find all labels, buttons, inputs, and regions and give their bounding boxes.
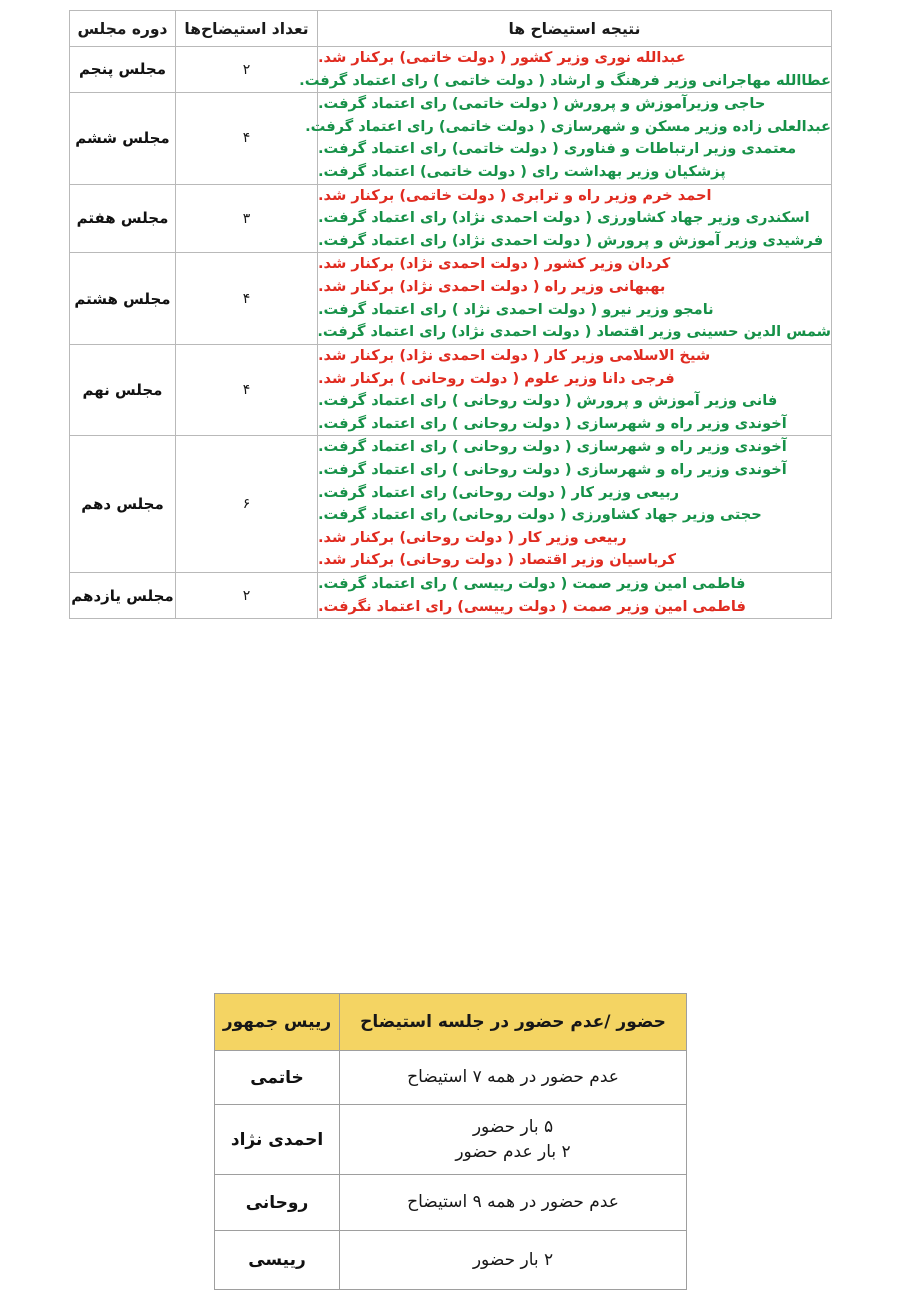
president-name-cell: رییسی (215, 1231, 340, 1290)
attendance-presence-cell (340, 1051, 687, 1105)
interpellation-result-line: ربیعی وزیر کار ( دولت روحانی) برکنار شد. (318, 528, 627, 546)
table-header-row (70, 11, 832, 47)
parliament-term-cell: مجلس دهم (70, 436, 176, 573)
column-header-count: تعداد استیضاح‌ها (176, 11, 318, 47)
attendance-presence-line: عدم حضور در همه ۹ استیضاح (407, 1192, 619, 1213)
parliament-term-cell: مجلس نهم (70, 344, 176, 435)
president-name-cell: خاتمی (215, 1051, 340, 1105)
column-header-presence: حضور /عدم حضور در جلسه استیضاح (340, 994, 687, 1051)
interpellation-result-line: فانی وزیر آموزش و پرورش ( دولت روحانی ) رای اعتماد گرفت. (318, 392, 778, 410)
attendance-presence-cell (340, 1231, 687, 1290)
interpellation-result-line: حاجی وزیرآموزش و پرورش ( دولت خاتمی) رای اعتماد گرفت. (318, 95, 766, 113)
parliament-term-cell: مجلس یازدهم (70, 573, 176, 619)
interpellation-count-cell: ۲ (176, 47, 318, 93)
interpellation-results-cell (305, 93, 832, 184)
interpellation-count-cell: ۳ (176, 184, 318, 253)
attendance-row (215, 1175, 687, 1231)
interpellation-result-line: آخوندی وزیر راه و شهرسازی ( دولت روحانی ) رای اعتماد گرفت. (318, 438, 787, 456)
attendance-header-row (215, 994, 687, 1051)
column-header-president: رییس جمهور (215, 994, 340, 1051)
interpellation-results-cell (318, 253, 832, 344)
interpellation-result-line: حجتی وزیر جهاد کشاورزی ( دولت روحانی) رای اعتماد گرفت. (318, 506, 762, 524)
attendance-table-body (215, 1051, 687, 1290)
attendance-table (214, 993, 687, 1290)
interpellation-results-cell (318, 344, 832, 435)
interpellation-result-line: کرباسیان وزیر اقتصاد ( دولت روحانی) برکنار شد. (318, 551, 676, 569)
attendance-row (215, 1051, 687, 1105)
interpellation-results-cell (299, 47, 832, 93)
table-row (70, 436, 832, 573)
attendance-presence-line: ۲ بار عدم حضور (455, 1141, 571, 1162)
interpellation-table-body (70, 47, 832, 619)
interpellation-count-cell: ۲ (176, 573, 318, 619)
interpellation-result-line: پزشکیان وزیر بهداشت رای ( دولت خاتمی) اعتماد گرفت. (318, 163, 726, 181)
attendance-presence-line: عدم حضور در همه ۷ استیضاح (407, 1067, 619, 1088)
table-row (70, 47, 832, 93)
parliament-term-cell: مجلس هفتم (70, 184, 176, 253)
interpellation-count-cell: ۴ (176, 93, 318, 184)
interpellation-result-line: فرشیدی وزیر آموزش و پرورش ( دولت احمدی نژاد) رای اعتماد گرفت. (318, 231, 824, 249)
interpellation-result-line: آخوندی وزیر راه و شهرسازی ( دولت روحانی ) رای اعتماد گرفت. (318, 460, 787, 478)
table-row (70, 573, 832, 619)
table-row (70, 184, 832, 253)
president-name-cell: احمدی نژاد (215, 1105, 340, 1175)
interpellation-result-line: کردان وزیر کشور ( دولت احمدی نژاد) برکنار شد. (318, 255, 671, 273)
interpellation-result-line: ربیعی وزیر کار ( دولت روحانی) رای اعتماد گرفت. (318, 483, 680, 501)
interpellation-table (69, 10, 832, 619)
interpellation-count-cell: ۴ (176, 253, 318, 344)
attendance-presence-line: ۵ بار حضور (472, 1116, 554, 1137)
parliament-term-cell: مجلس ششم (70, 93, 176, 184)
interpellation-results-cell (318, 573, 832, 619)
interpellation-result-line: بهبهانی وزیر راه ( دولت احمدی نژاد) برکنار شد. (318, 278, 666, 296)
attendance-row (215, 1231, 687, 1290)
interpellation-result-line: عبدالله نوری وزیر کشور ( دولت خاتمی) برکنار شد. (318, 49, 686, 66)
interpellation-result-line: شمس الدین حسینی وزیر اقتصاد ( دولت احمدی نژاد) رای اعتماد گرفت. (317, 323, 831, 341)
table-row (70, 93, 832, 184)
attendance-presence-cell (340, 1175, 687, 1231)
interpellation-results-cell (318, 184, 832, 253)
interpellation-result-line: شیخ الاسلامی وزیر کار ( دولت احمدی نژاد) برکنار شد. (318, 346, 711, 364)
attendance-presence-line: ۲ بار حضور (472, 1249, 554, 1270)
parliament-term-cell: مجلس پنجم (70, 47, 176, 93)
interpellation-result-line: عبدالعلی زاده وزیر مسکن و شهرسازی ( دولت خاتمی) رای اعتماد گرفت. (305, 117, 831, 135)
interpellation-result-line: آخوندی وزیر راه و شهرسازی ( دولت روحانی ) رای اعتماد گرفت. (318, 414, 787, 432)
interpellation-result-line: معتمدی وزیر ارتباطات و فناوری ( دولت خاتمی) رای اعتماد گرفت. (318, 140, 797, 158)
parliament-term-cell: مجلس هشتم (70, 253, 176, 344)
interpellation-result-line: اسکندری وزیر جهاد کشاورزی ( دولت احمدی نژاد) رای اعتماد گرفت. (318, 209, 810, 227)
interpellation-table-container (70, 10, 832, 619)
attendance-presence-cell (340, 1105, 687, 1175)
president-name-cell: روحانی (215, 1175, 340, 1231)
attendance-row (215, 1105, 687, 1175)
column-header-result: نتیجه استیضاح ها (318, 11, 832, 47)
table-row (70, 344, 832, 435)
interpellation-results-cell (318, 436, 832, 573)
interpellation-result-line: فاطمی امین وزیر صمت ( دولت رییسی ) رای اعتماد گرفت. (318, 575, 746, 593)
attendance-table-container (215, 993, 687, 1290)
interpellation-result-line: فاطمی امین وزیر صمت ( دولت رییسی) رای اعتماد نگرفت. (318, 597, 746, 615)
table-row (70, 253, 832, 344)
interpellation-count-cell: ۶ (176, 436, 318, 573)
interpellation-count-cell: ۴ (176, 344, 318, 435)
column-header-term: دوره مجلس (70, 11, 176, 47)
interpellation-result-line: نامجو وزیر نیرو ( دولت احمدی نژاد ) رای اعتماد گرفت. (318, 300, 714, 318)
interpellation-result-line: فرجی دانا وزیر علوم ( دولت روحانی ) برکنار شد. (318, 369, 675, 387)
interpellation-result-line: احمد خرم وزیر راه و ترابری ( دولت خاتمی) برکنار شد. (318, 186, 712, 204)
interpellation-result-line: عطاالله مهاجرانی وزیر فرهنگ و ارشاد ( دولت خاتمی ) رای اعتماد گرفت. (299, 71, 831, 89)
